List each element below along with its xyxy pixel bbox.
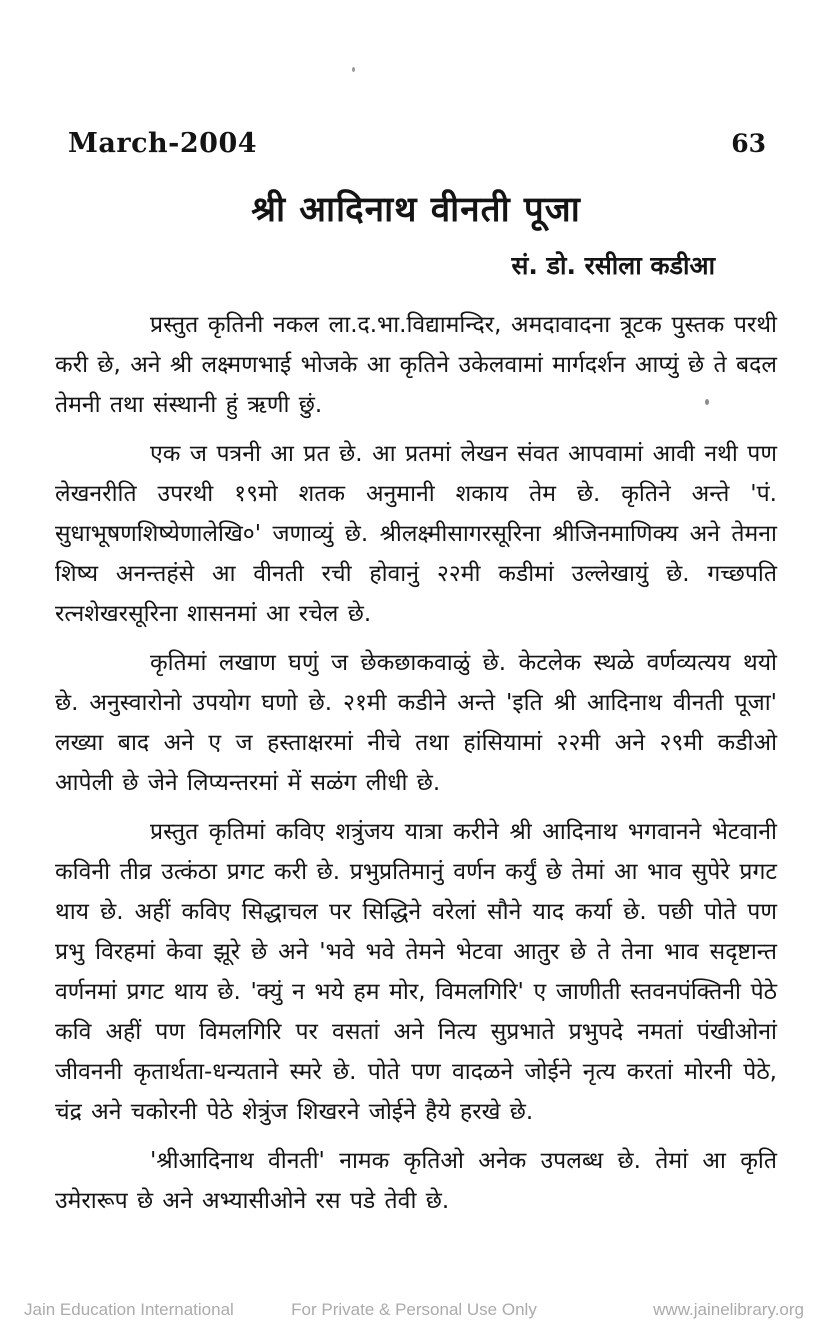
page-footer bbox=[24, 1300, 804, 1320]
paragraph: एक ज पत्रनी आ प्रत छे. आ प्रतमां लेखन संवत आपवामां आवी नथी पण लेखनरीति उपरथी १९मो शतक अनुमानी शकाय तेम छे. कृतिने अन्ते 'पं. सुधाभूषणशिष्येणालेखि०' जणाव्युं छे. श्रीलक्ष्मीसागरसूरिना श्रीजिनमाणिक्य अने तेमना शिष्य अनन्तहंसे आ वीनती रची होवानुं २२मी कडीमां उल्लेखायुं छे. गच्छपति रत्नशेखरसूरिना शासनमां आ रचेल छे. bbox=[55, 441, 777, 627]
page-number: 63 bbox=[731, 129, 766, 158]
paragraph: प्रस्तुत कृतिनी नकल ला.द.भा.विद्यामन्दिर, अमदावादना त्रूटक पुस्तक परथी करी छे, अने श्री लक्ष्मणभाई भोजके आ कृतिने उकेलवामां मार्गदर्शन आप्युं छे ते बदल तेमनी तथा संस्थानी हुं ऋणी छुं. bbox=[55, 312, 777, 418]
paragraph: कृतिमां लखाण घणुं ज छेकछाकवाळुं छे. केटलेक स्थळे वर्णव्यत्यय थयो छे. अनुस्वारोनो उपयोग घणो छे. २१मी कडीने अन्ते 'इति श्री आदिनाथ वीनती पूजा' लख्या बाद अने ए ज हस्ताक्षरमां नीचे तथा हांसियामां २२मी अने २९मी कडीओ आपेली छे जेने लिप्यन्तरमां में सळंग लीधी छे. bbox=[55, 650, 777, 796]
article-author-byline: सं. डो. रसीला कडीआ bbox=[511, 251, 715, 280]
journal-issue-date: March-2004 bbox=[68, 128, 258, 159]
footer-publisher: Jain Education International bbox=[24, 1300, 234, 1319]
paragraph: 'श्रीआदिनाथ वीनती' नामक कृतिओ अनेक उपलब्ध छे. तेमां आ कृति उमेरारूप छे अने अभ्यासीओने रस पडे तेवी छे. bbox=[55, 1148, 777, 1214]
scan-artifact-speck bbox=[352, 67, 355, 72]
footer-usage-notice: For Private & Personal Use Only bbox=[291, 1300, 537, 1319]
article-body bbox=[55, 305, 777, 1230]
footer-website: www.jainelibrary.org bbox=[653, 1300, 804, 1319]
article-title: श्री आदिनाथ वीनती पूजा bbox=[251, 190, 581, 230]
page-header bbox=[68, 128, 766, 159]
paragraph: प्रस्तुत कृतिमां कविए शत्रुंजय यात्रा करीने श्री आदिनाथ भगवानने भेटवानी कविनी तीव्र उत्कंठा प्रगट करी छे. प्रभुप्रतिमानुं वर्णन कर्युं छे तेमां आ भाव सुपेरे प्रगट थाय छे. अहीं कविए सिद्धाचल पर सिद्धिने वरेलां सौने याद कर्या छे. पछी पोते पण प्रभु विरहमां केवा झूरे छे अने 'भवे भवे तेमने भेटवा आतुर छे ते तेना भाव सदृष्टान्त वर्णनमां प्रगट थाय छे. 'क्युं न भये हम मोर, विमलगिरि' ए जाणीती स्तवनपंक्तिनी पेठे कवि अहीं पण विमलगिरि पर वसतां अने नित्य सुप्रभाते प्रभुपदे नमतां पंखीओनां जीवननी कृतार्थता-धन्यताने स्मरे छे. पोते पण वादळने जोईने नृत्य करतां मोरनी पेठे, चंद्र अने चकोरनी पेठे शेत्रुंज शिखरने जोईने हैये हरखे छे. bbox=[55, 819, 777, 1125]
